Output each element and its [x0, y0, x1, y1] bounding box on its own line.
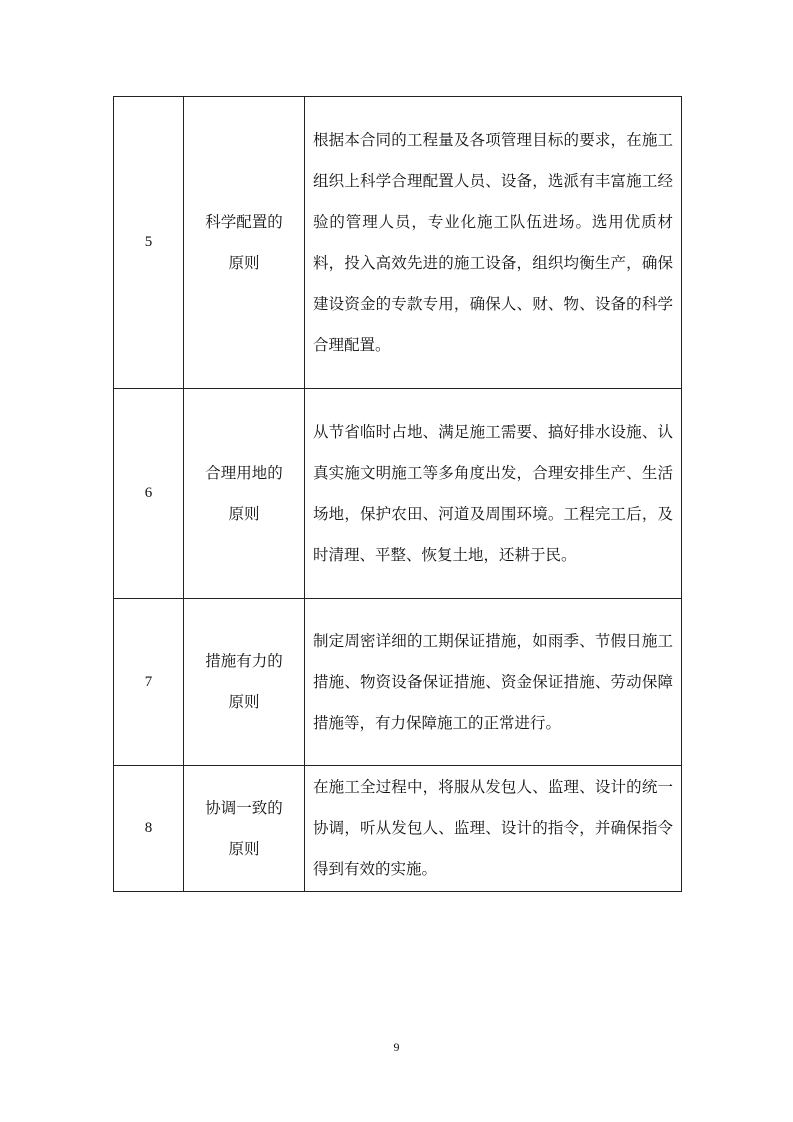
row-number: 7 [114, 599, 184, 766]
principles-table [113, 96, 682, 892]
principle-name-line: 原则 [228, 839, 260, 858]
principle-description: 从节省临时占地、满足施工需要、搞好排水设施、认真实施文明施工等多角度出发，合理安排生产、生活场地，保护农田、河道及周围环境。工程完工后，及时清理、平整、恢复土地，还耕于民。 [305, 389, 682, 599]
row-number: 8 [114, 766, 184, 892]
principle-description: 在施工全过程中，将服从发包人、监理、设计的统一协调，听从发包人、监理、设计的指令，并确保指令得到有效的实施。 [305, 766, 682, 892]
table-row [114, 389, 682, 599]
principle-name [184, 599, 305, 766]
principle-description: 根据本合同的工程量及各项管理目标的要求，在施工组织上科学合理配置人员、设备，选派有丰富施工经验的管理人员，专业化施工队伍进场。选用优质材料，投入高效先进的施工设备，组织均衡生产，确保建设资金的专款专用，确保人、财、物、设备的科学合理配置。 [305, 97, 682, 389]
principle-description: 制定周密详细的工期保证措施，如雨季、节假日施工措施、物资设备保证措施、资金保证措施、劳动保障措施等，有力保障施工的正常进行。 [305, 599, 682, 766]
principle-name [184, 389, 305, 599]
row-number: 6 [114, 389, 184, 599]
principle-name [184, 97, 305, 389]
principle-name-line: 原则 [228, 253, 260, 272]
principle-name-line: 协调一致的 [205, 798, 283, 817]
principle-name-line: 原则 [228, 693, 260, 711]
principle-name-line: 科学配置的 [205, 212, 283, 231]
principle-name [184, 766, 305, 892]
table-row [114, 97, 682, 389]
table-row [114, 599, 682, 766]
principle-name-line: 合理用地的 [205, 463, 283, 482]
table-row [114, 766, 682, 892]
page-number: 9 [393, 1040, 400, 1054]
principle-name-line: 原则 [228, 504, 260, 523]
row-number: 5 [114, 97, 184, 389]
principle-name-line: 措施有力的 [205, 652, 283, 670]
